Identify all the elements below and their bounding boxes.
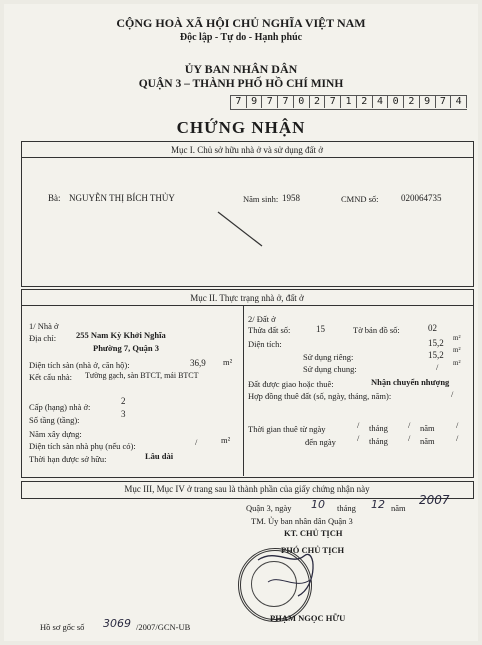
land-form-label: Đất được giao hoặc thuê: bbox=[248, 379, 334, 389]
private-use-unit: m² bbox=[453, 346, 461, 354]
id-label: CMND số: bbox=[341, 194, 379, 204]
serial-digit: 1 bbox=[341, 96, 357, 108]
role-vice-chairman: PHÓ CHỦ TỊCH bbox=[281, 545, 345, 555]
lease-from-year: / bbox=[456, 420, 459, 430]
aux-area-unit: m² bbox=[221, 435, 231, 445]
sign-month: 12 bbox=[371, 498, 385, 511]
floor-area-value: 36,9 bbox=[190, 358, 206, 368]
lease-to-year-label: năm bbox=[420, 436, 435, 446]
private-use-label: Sử dụng riêng: bbox=[303, 352, 354, 362]
tenure-label: Thời hạn được sở hữu: bbox=[29, 454, 107, 464]
section2-title: Mục II. Thực trạng nhà ở, đất ở bbox=[190, 293, 304, 303]
aux-area-label: Diện tích sàn nhà phụ (nếu có): bbox=[29, 441, 136, 451]
floors-value: 3 bbox=[121, 409, 126, 419]
sign-year-label: năm bbox=[391, 503, 406, 513]
on-behalf-label: TM. Ủy ban nhân dân Quận 3 bbox=[251, 516, 353, 526]
aux-area-value: / bbox=[195, 437, 198, 447]
lease-from-label: Thời gian thuê từ ngày bbox=[248, 424, 326, 434]
serial-digit: 4 bbox=[373, 96, 389, 108]
lease-contract-label: Hợp đồng thuê đất (số, ngày, tháng, năm): bbox=[248, 391, 392, 401]
file-number-suffix: /2007/GCN-UB bbox=[136, 622, 191, 632]
grade-value: 2 bbox=[121, 396, 126, 406]
lease-from-month: / bbox=[408, 420, 411, 430]
lease-to-day: / bbox=[357, 433, 360, 443]
structure-label: Kết cấu nhà: bbox=[29, 372, 72, 382]
owner-label: Bà: bbox=[48, 193, 61, 203]
address-line1: 255 Nam Kỳ Khởi Nghĩa bbox=[76, 330, 166, 340]
motto: Độc lập - Tự do - Hạnh phúc bbox=[179, 32, 303, 43]
owner-name: NGUYỄN THỊ BÍCH THỦY bbox=[69, 193, 175, 203]
sign-day: 10 bbox=[311, 498, 325, 511]
shared-use-label: Sử dụng chung: bbox=[303, 364, 357, 374]
serial-digit: 4 bbox=[451, 96, 467, 108]
signer-name: PHẠM NGỌC HỮU bbox=[270, 613, 346, 623]
address-line2: Phường 7, Quận 3 bbox=[93, 343, 160, 353]
land-area-value: 15,2 bbox=[428, 338, 444, 348]
land-heading: 2/ Đất ở bbox=[248, 314, 276, 324]
address-label: Địa chỉ: bbox=[29, 333, 57, 343]
section1-title: Mục I. Chủ sở hữu nhà ở và sử dụng đất ở bbox=[170, 145, 324, 155]
serial-digit: 2 bbox=[404, 96, 420, 108]
land-area-label: Diện tích: bbox=[248, 339, 282, 349]
lease-from-month-label: tháng bbox=[369, 423, 388, 433]
structure-value: Tường gạch, sàn BTCT, mái BTCT bbox=[85, 371, 199, 380]
lease-to-month: / bbox=[408, 433, 411, 443]
lease-to-year: / bbox=[456, 433, 459, 443]
plot-label: Thửa đất số: bbox=[248, 325, 291, 335]
serial-digit: 0 bbox=[388, 96, 404, 108]
role-chairman: KT. CHỦ TỊCH bbox=[284, 528, 343, 538]
floors-label: Số tầng (tầng): bbox=[29, 415, 80, 425]
floor-area-label: Diện tích sàn (nhà ở, căn hộ): bbox=[29, 360, 130, 370]
country-heading: CỘNG HOÀ XÃ HỘI CHỦ NGHĨA VIỆT NAM bbox=[116, 16, 366, 30]
lease-to-label: đến ngày bbox=[305, 437, 336, 447]
serial-digit: 9 bbox=[420, 96, 436, 108]
private-use-value: 15,2 bbox=[428, 350, 444, 360]
committee-heading: ỦY BAN NHÂN DÂN bbox=[184, 62, 298, 76]
map-sheet-value: 02 bbox=[428, 323, 437, 333]
file-number: 3069 bbox=[103, 617, 131, 630]
certificate-title: CHỨNG NHẬN bbox=[176, 118, 306, 137]
plot-value: 15 bbox=[316, 324, 325, 334]
serial-digit: 2 bbox=[310, 96, 326, 108]
tenure-value: Lâu dài bbox=[145, 451, 174, 461]
shared-use-value: / bbox=[436, 362, 439, 372]
shared-use-unit: m² bbox=[453, 359, 461, 367]
lease-to-month-label: tháng bbox=[369, 436, 388, 446]
serial-digit: 7 bbox=[325, 96, 341, 108]
section3-note: Mục III, Mục IV ở trang sau là thành phần của giấy chứng nhận này bbox=[124, 484, 370, 494]
year-built-label: Năm xây dựng: bbox=[29, 429, 82, 439]
land-area-unit: m² bbox=[453, 334, 461, 342]
serial-digit: 7 bbox=[231, 96, 247, 108]
serial-digit: 7 bbox=[436, 96, 452, 108]
lease-from-year-label: năm bbox=[420, 423, 435, 433]
map-sheet-label: Tờ bản đồ số: bbox=[353, 325, 400, 335]
sign-year: 2007 bbox=[419, 493, 450, 507]
id-number: 020064735 bbox=[401, 193, 442, 203]
birth-year: 1958 bbox=[282, 193, 300, 203]
serial-digit: 7 bbox=[278, 96, 294, 108]
land-form-value: Nhận chuyển nhượng bbox=[371, 377, 450, 387]
file-number-label: Hồ sơ gốc số bbox=[40, 622, 85, 632]
floor-area-unit: m² bbox=[223, 357, 233, 367]
grade-label: Cấp (hạng) nhà ở: bbox=[29, 402, 91, 412]
house-heading: 1/ Nhà ở bbox=[29, 321, 59, 331]
serial-digit: 0 bbox=[294, 96, 310, 108]
district-heading: QUẬN 3 – THÀNH PHỐ HỒ CHÍ MINH bbox=[138, 78, 344, 90]
serial-digit: 2 bbox=[357, 96, 373, 108]
serial-digit: 7 bbox=[262, 96, 278, 108]
place-date-prefix: Quận 3, ngày bbox=[246, 503, 292, 513]
birth-year-label: Năm sinh: bbox=[243, 194, 279, 204]
lease-contract-value: / bbox=[451, 389, 454, 399]
sign-month-label: tháng bbox=[337, 503, 356, 513]
serial-digit: 9 bbox=[247, 96, 263, 108]
lease-from-day: / bbox=[357, 420, 360, 430]
